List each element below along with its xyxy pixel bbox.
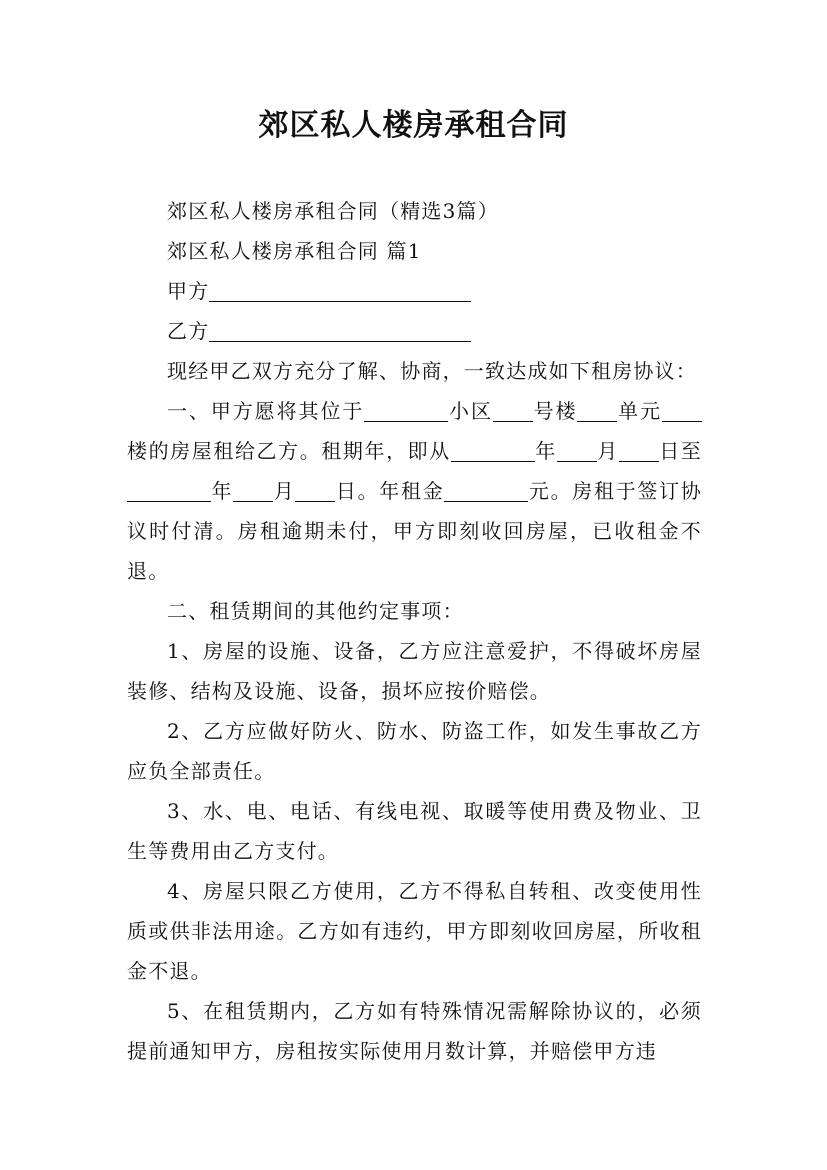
subtitle-line: 郊区私人楼房承租合同（精选3篇） [167,199,499,223]
party-a-blank [209,279,471,302]
end-year-blank [127,479,211,502]
item-3: 3、水、电、电话、有线电视、取暖等使用费及物业、卫生等费用由乙方支付。 [127,799,702,863]
clause-1-text: 单元 [617,399,662,423]
location-blank [364,399,448,422]
item-4: 4、房屋只限乙方使用，乙方不得私自转租、改变使用性质或供非法用途。乙方如有违约，甲方即刻收回房屋，所收租金不退。 [127,879,702,983]
clause-1-text: 日。年租金 [335,479,445,503]
end-month-blank [233,479,273,502]
document-title: 郊区私人楼房承租合同 [258,108,569,143]
building-blank [493,399,533,422]
clause-1-text: 小区 [448,399,493,423]
item-5: 5、在租赁期内，乙方如有特殊情况需解除协议的，必须提前通知甲方，房租按实际使用月数计算，并赔偿甲方违 [127,999,702,1063]
floor-blank [662,399,702,422]
clause-1-text: 楼的房屋租给乙方。租期年，即从 [127,439,451,463]
clause-1 [127,391,702,591]
clause-1-text: 号楼 [532,399,578,423]
start-month-blank [557,439,597,462]
clause-1-text: 元。房租于签订协议时付清。房租逾期未付，甲方即刻收回房屋，已收租金不退。 [127,479,702,583]
intro-paragraph: 现经甲乙双方充分了解、协商，一致达成如下租房协议： [167,359,697,383]
end-day-blank [295,479,335,502]
start-year-blank [451,439,535,462]
section-heading: 郊区私人楼房承租合同 篇1 [167,239,422,263]
party-b-label: 乙方 [167,319,210,343]
party-a-label: 甲方 [167,279,210,303]
unit-blank [577,399,617,422]
clause-1-text: 日至 [658,439,703,463]
rent-amount-blank [444,479,528,502]
item-1: 1、房屋的设施、设备，乙方应注意爱护，不得破坏房屋装修、结构及设施、设备，损坏应按价赔偿。 [127,639,702,703]
start-day-blank [619,439,659,462]
clause-1-text: 月 [273,479,296,503]
item-2: 2、乙方应做好防火、防水、防盗工作，如发生事故乙方应负全部责任。 [127,719,702,783]
document-body [127,191,702,1071]
clause-1-text: 年 [534,439,557,463]
clause-2-heading: 二、租赁期间的其他约定事项： [167,599,464,623]
clause-1-text: 一、甲方愿将其位于 [167,399,365,423]
clause-1-text: 年 [211,479,234,503]
party-a-line [127,271,702,311]
party-b-blank [209,319,471,342]
clause-1-text: 月 [596,439,619,463]
party-b-line [127,311,702,351]
